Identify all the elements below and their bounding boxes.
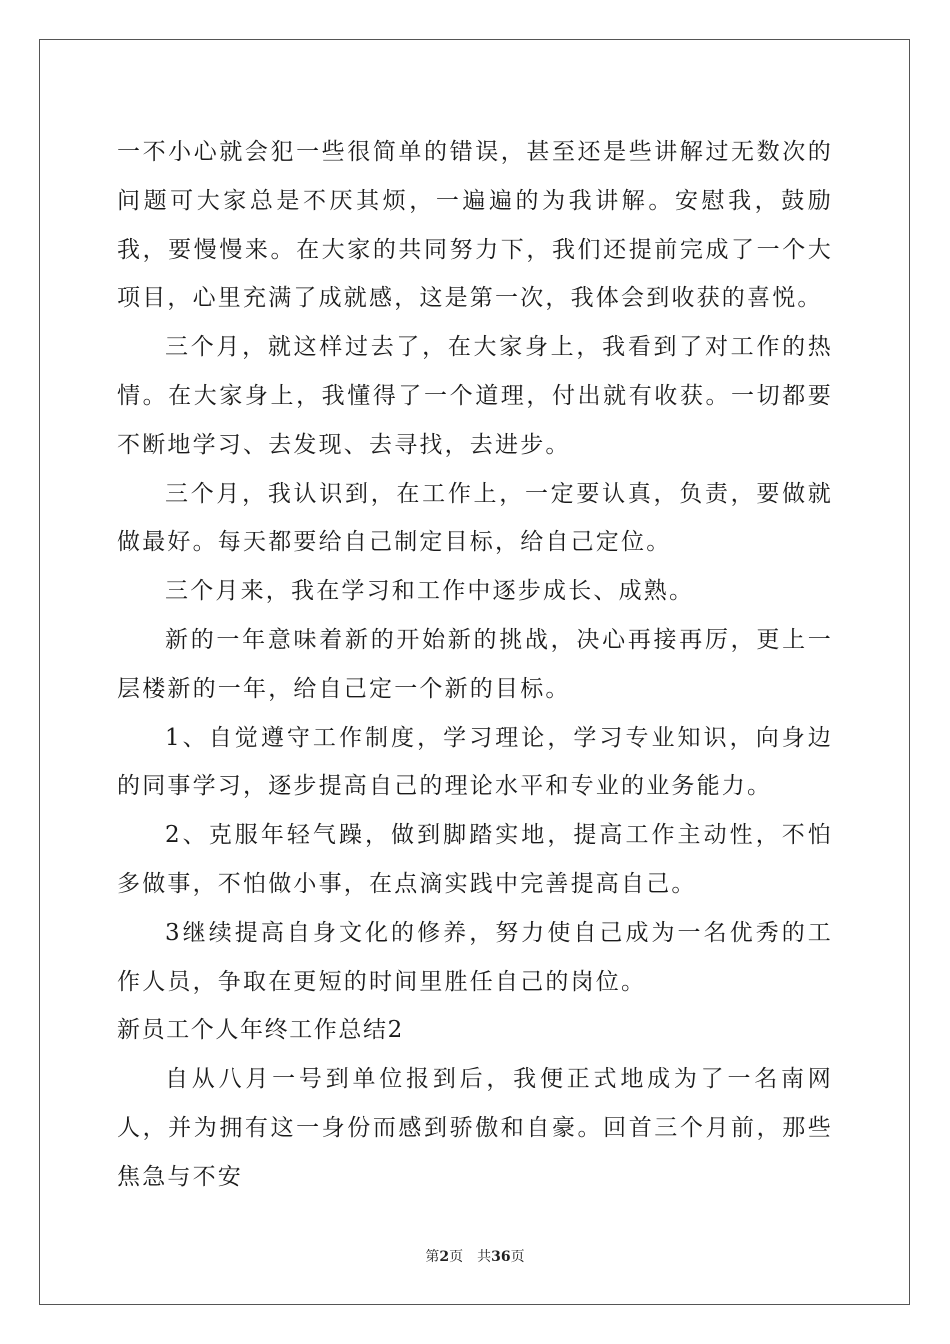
page-footer [0, 1246, 950, 1266]
list-item-1: 1、自觉遵守工作制度，学习理论，学习专业知识，向身边的同事学习，逐步提高自己的理论水平和专业的业务能力。 [117, 724, 833, 800]
document-body [117, 128, 833, 1202]
list-item-2: 2、克服年轻气躁，做到脚踏实地，提高工作主动性，不怕多做事，不怕做小事，在点滴实践中完善提高自己。 [117, 822, 833, 897]
total-prefix: 共 [477, 1249, 492, 1265]
page-number: 2 [439, 1249, 450, 1265]
paragraph-continued: 一不小心就会犯一些很简单的错误，甚至还是些讲解过无数次的问题可大家总是不厌其烦，一遍遍的为我讲解。安慰我，鼓励我，要慢慢来。在大家的共同努力下，我们还提前完成了一个大项目，心里充满了成就感，这是第一次，我体会到收获的喜悦。 [117, 139, 833, 312]
paragraph: 三个月来，我在学习和工作中逐步成长、成熟。 [165, 578, 695, 605]
paragraph: 三个月，我认识到，在工作上，一定要认真，负责，要做就做最好。每天都要给自己制定目标，给自己定位。 [117, 480, 833, 556]
paragraph: 三个月，就这样过去了，在大家身上，我看到了对工作的热情。在大家身上，我懂得了一个道理，付出就有收获。一切都要不断地学习、去发现、去寻找，去进步。 [117, 334, 833, 458]
paragraph: 新的一年意味着新的开始新的挑战，决心再接再厉，更上一层楼新的一年，给自己定一个新的目标。 [117, 626, 833, 702]
total-suffix: 页 [510, 1249, 525, 1265]
total-pages: 36 [491, 1249, 511, 1265]
page-suffix: 页 [449, 1249, 464, 1265]
list-item-3: 3继续提高自身文化的修养，努力使自己成为一名优秀的工作人员，争取在更短的时间里胜任自己的岗位。 [117, 919, 833, 995]
paragraph: 自从八月一号到单位报到后，我便正式地成为了一名南网人，并为拥有这一身份而感到骄傲和自豪。回首三个月前，那些焦急与不安 [117, 1066, 833, 1190]
section-heading: 新员工个人年终工作总结2 [117, 1017, 404, 1044]
page-prefix: 第 [425, 1249, 440, 1265]
